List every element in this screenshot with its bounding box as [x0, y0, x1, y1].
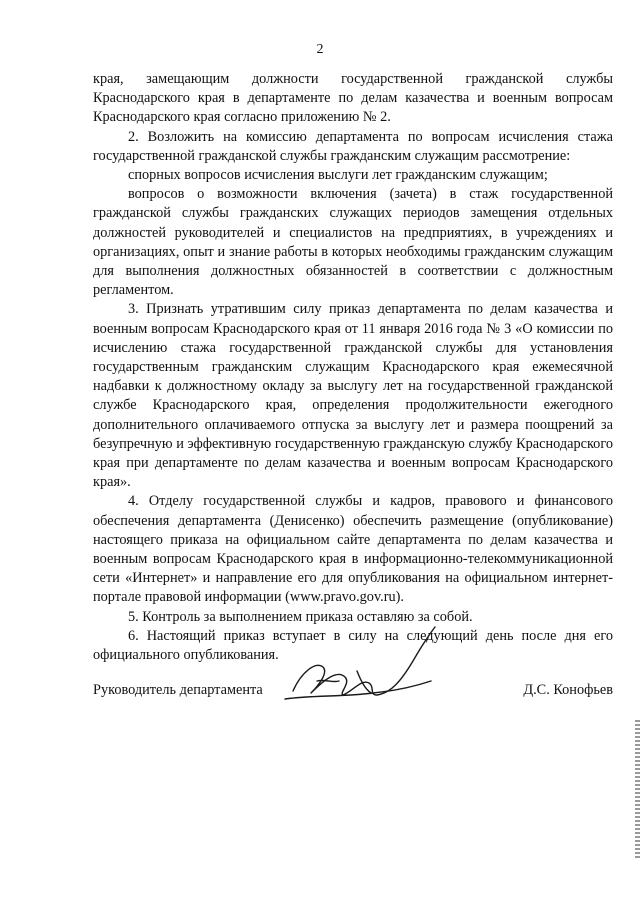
handwritten-signature [273, 621, 443, 716]
paragraph-item-2: 2. Возложить на комиссию департамента по вопросам исчисления стажа государственной гражданской службы гражданским служащим рассмотрение: [93, 128, 613, 164]
paragraph-item-5: 5. Контроль за выполнением приказа оставляю за собой. [128, 608, 473, 625]
paragraph-item-3: 3. Признать утратившим силу приказ департамента по делам казачества и военным вопросам Краснодарского края от 11 января 2016 года № 3 «О комиссии по исчислению стажа государственной гражданской службы для установления государственным гражданским служащим Краснодарского края ежемесячной надбавки к должностному окладу за выслугу лет на государственной гражданской службе Краснодарского края, определения продолжительности ежегодного дополнительного оплачиваемого отпуска за выслугу лет и размера поощрений за безупречную и эффективную государственную гражданскую службу Краснодарского края при департаменте по делам казачества и военным вопросам Краснодарского края». [93, 301, 613, 491]
scan-edge-mark [635, 720, 640, 860]
page-number: 2 [316, 42, 324, 57]
document-body [93, 70, 613, 665]
paragraph-continuation: края, замещающим должности государственной гражданской службы Краснодарского края в департаменте по делам казачества и военным вопросам Краснодарского края согласно приложению № 2. [93, 71, 613, 126]
signer-title: Руководитель департамента [93, 682, 263, 698]
signature-block [93, 676, 613, 736]
paragraph-item-6: 6. Настоящий приказ вступает в силу на следующий день после дня его официального опубликования. [93, 627, 613, 664]
signer-name: Д.С. Конофьев [523, 682, 613, 698]
paragraph-item-4: 4. Отделу государственной службы и кадров, правового и финансового обеспечения департамента (Денисенко) обеспечить размещение (опубликование) настоящего приказа на официальном сайте департамента по делам казачества и военным вопросам Краснодарского края в информационно-телекоммуникационной сети «Интернет» и направление его для опубликования на официальном интернет-портале правовой информации (www.pravo.gov.ru). [93, 493, 613, 606]
paragraph-item-2-subitem-1: спорных вопросов исчисления выслуги лет гражданским служащим; [128, 167, 548, 184]
paragraph-item-2-subitem-2: вопросов о возможности включения (зачета) в стаж государственной гражданской службы гражданских служащих периодов замещения отдельных должностей руководителей и специалистов на предприятиях, в учреждениях и организациях, опыт и знание работы в которых необходимы гражданским служащим для выполнения должностных обязанностей в соответствии с должностным регламентом. [93, 186, 613, 299]
